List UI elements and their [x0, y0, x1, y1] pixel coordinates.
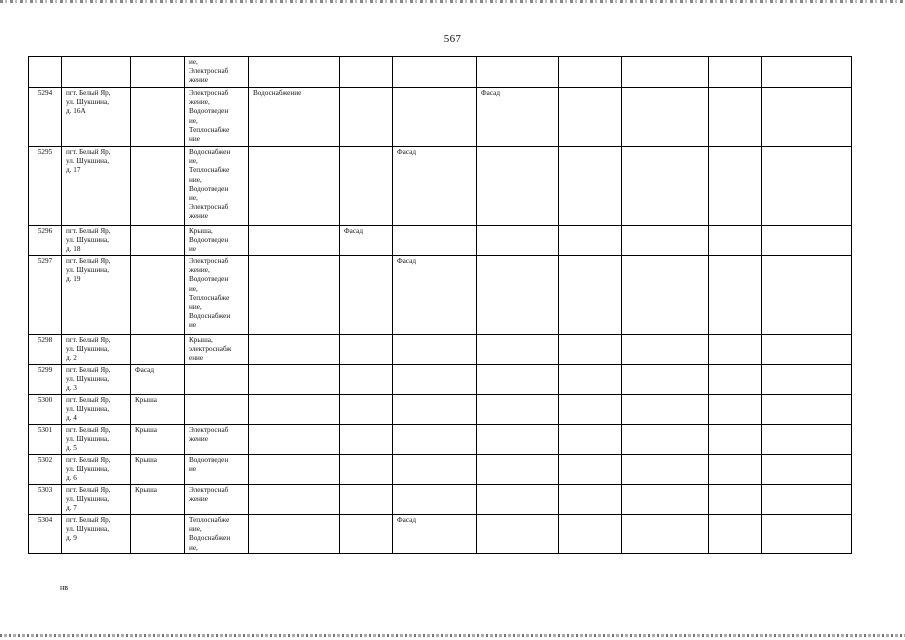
empty-cell-8 — [622, 57, 709, 88]
row-number-cell: 5296 — [29, 226, 62, 256]
address-cell-line: пгт. Белый Яр, — [66, 257, 111, 265]
address-cell-line: д. 16А — [66, 107, 86, 116]
address-cell — [62, 335, 131, 365]
empty-cell-7 — [559, 147, 622, 226]
row-number-cell: 5301 — [29, 425, 62, 455]
work-list-cell-line: Водоснабжен — [189, 312, 231, 321]
work-cell-4 — [340, 395, 393, 425]
work-cell-1 — [131, 88, 185, 147]
work-list-cell-line: Электроснаб — [189, 89, 229, 97]
row-number-cell: 5303 — [29, 485, 62, 515]
row-number-cell: 5295 — [29, 147, 62, 226]
row-number-cell: 5299 — [29, 365, 62, 395]
address-cell-line: пгт. Белый Яр, — [66, 148, 111, 156]
address-cell-line: пгт. Белый Яр, — [66, 366, 111, 374]
empty-cell-8 — [622, 395, 709, 425]
work-list-cell-line: Водоотведен — [189, 184, 229, 193]
empty-cell-7 — [559, 515, 622, 554]
page-number: 567 — [443, 33, 462, 45]
work-list-cell-line: Теплоснабже — [189, 125, 230, 134]
work-cell-1: Крыша — [131, 395, 185, 425]
work-cell-3: Водоснабжение — [249, 88, 340, 147]
table-row — [29, 88, 852, 147]
empty-cell-8 — [622, 226, 709, 256]
address-cell-line: д. 9 — [66, 534, 77, 543]
address-cell-line: д. 3 — [66, 384, 77, 393]
table-row — [29, 365, 852, 395]
work-cell-1 — [131, 147, 185, 226]
work-list-cell-line: электроснабж — [189, 345, 232, 354]
table-row — [29, 147, 852, 226]
work-list-cell-line: ие, — [189, 194, 198, 203]
work-list-cell — [185, 365, 249, 395]
work-list-cell — [185, 335, 249, 365]
address-cell-line: пгт. Белый Яр, — [66, 516, 111, 524]
empty-cell-10 — [762, 335, 852, 365]
address-cell-line: д. 4 — [66, 414, 77, 423]
empty-cell-7 — [559, 256, 622, 335]
address-cell — [62, 88, 131, 147]
work-list-cell-line: Водоснабжен — [189, 148, 231, 156]
empty-cell-9 — [709, 57, 762, 88]
work-list-cell-line: ие, — [189, 543, 198, 552]
address-cell-line: пгт. Белый Яр, — [66, 486, 111, 494]
work-cell-4 — [340, 88, 393, 147]
work-cell-4 — [340, 147, 393, 226]
work-cell-6 — [477, 425, 559, 455]
empty-cell-9 — [709, 147, 762, 226]
empty-cell-7 — [559, 88, 622, 147]
empty-cell-10 — [762, 57, 852, 88]
address-cell-line: пгт. Белый Яр, — [66, 456, 111, 464]
work-list-cell-line: Водоотведен — [189, 236, 229, 245]
work-list-cell — [185, 455, 249, 485]
empty-cell-7 — [559, 57, 622, 88]
empty-cell-7 — [559, 335, 622, 365]
work-list-cell-line: ие, — [189, 157, 198, 166]
work-list-cell — [185, 515, 249, 554]
address-cell-line: ул. Шукшина, — [66, 236, 110, 245]
work-list-cell — [185, 485, 249, 515]
address-cell-line: д. 5 — [66, 444, 77, 453]
address-cell-line: д. 6 — [66, 474, 77, 483]
address-cell — [62, 147, 131, 226]
address-cell-line: д. 2 — [66, 354, 77, 363]
empty-cell-8 — [622, 147, 709, 226]
work-cell-6 — [477, 485, 559, 515]
work-list-cell-line: Теплоснабже — [189, 516, 230, 524]
empty-cell-9 — [709, 515, 762, 554]
scan-edge-bottom — [0, 634, 905, 637]
table-row — [29, 455, 852, 485]
work-list-cell-line: ие — [189, 245, 197, 254]
work-list-cell-line: жение, — [189, 98, 210, 107]
empty-cell-10 — [762, 395, 852, 425]
address-cell-line: д. 17 — [66, 166, 81, 175]
row-number-cell: 5302 — [29, 455, 62, 485]
address-cell-line: ул. Шукшина, — [66, 405, 110, 414]
work-cell-3 — [249, 256, 340, 335]
table-row — [29, 57, 852, 88]
work-cell-5 — [393, 455, 477, 485]
work-cell-6 — [477, 365, 559, 395]
work-list-cell-line: ие, — [189, 284, 198, 293]
empty-cell-10 — [762, 147, 852, 226]
table-row — [29, 226, 852, 256]
empty-cell-8 — [622, 335, 709, 365]
work-list-cell-line: Электроснаб — [189, 257, 229, 265]
work-list-cell-line: Электроснаб — [189, 203, 229, 212]
empty-cell-7 — [559, 455, 622, 485]
work-cell-4 — [340, 335, 393, 365]
work-list-cell-line: ние, — [189, 303, 202, 312]
work-cell-3 — [249, 395, 340, 425]
empty-cell-9 — [709, 365, 762, 395]
work-cell-3 — [249, 335, 340, 365]
row-number-cell: 5297 — [29, 256, 62, 335]
work-cell-4: Фасад — [340, 226, 393, 256]
table-row — [29, 515, 852, 554]
work-list-cell-line: жение — [189, 435, 208, 444]
work-cell-5 — [393, 88, 477, 147]
empty-cell-10 — [762, 226, 852, 256]
work-cell-3 — [249, 425, 340, 455]
address-cell — [62, 455, 131, 485]
empty-cell-10 — [762, 485, 852, 515]
address-cell-line: пгт. Белый Яр, — [66, 396, 111, 404]
address-cell-line: пгт. Белый Яр, — [66, 227, 111, 235]
work-cell-6 — [477, 515, 559, 554]
work-list-cell-line: ие, — [189, 58, 198, 66]
work-list-cell — [185, 88, 249, 147]
address-cell-line: ул. Шукшина, — [66, 435, 110, 444]
empty-cell-9 — [709, 395, 762, 425]
work-cell-5 — [393, 395, 477, 425]
work-cell-3 — [249, 485, 340, 515]
work-list-cell-line: Водоснабжен — [189, 534, 231, 543]
address-cell-line: ул. Шукшина, — [66, 345, 110, 354]
work-cell-4 — [340, 425, 393, 455]
work-cell-6 — [477, 147, 559, 226]
work-cell-6 — [477, 455, 559, 485]
empty-cell-7 — [559, 425, 622, 455]
work-cell-3 — [249, 147, 340, 226]
work-cell-4 — [340, 365, 393, 395]
work-cell-1: Крыша — [131, 485, 185, 515]
work-cell-6 — [477, 256, 559, 335]
capital-repair-table — [28, 56, 852, 554]
work-cell-5: Фасад — [393, 515, 477, 554]
work-cell-3 — [249, 226, 340, 256]
work-cell-4 — [340, 485, 393, 515]
address-cell-line: ул. Шукшина, — [66, 495, 110, 504]
work-list-cell-line: Водоотведен — [189, 107, 229, 116]
work-list-cell-line: ие, — [189, 116, 198, 125]
empty-cell-8 — [622, 365, 709, 395]
address-cell — [62, 57, 131, 88]
empty-cell-8 — [622, 485, 709, 515]
work-list-cell-line: Теплоснабже — [189, 166, 230, 175]
work-list-cell — [185, 226, 249, 256]
work-list-cell-line: ие — [189, 321, 197, 330]
address-cell — [62, 365, 131, 395]
work-list-cell-line: Электроснаб — [189, 67, 229, 76]
work-list-cell-line: Крыша, — [189, 336, 213, 344]
work-list-cell — [185, 147, 249, 226]
work-list-cell-line: Электроснаб — [189, 426, 229, 434]
work-cell-4 — [340, 455, 393, 485]
address-cell-line: ул. Шукшина, — [66, 98, 110, 107]
address-cell — [62, 226, 131, 256]
work-list-cell — [185, 395, 249, 425]
row-number-cell: 5298 — [29, 335, 62, 365]
empty-cell-7 — [559, 365, 622, 395]
work-list-cell-line: Теплоснабже — [189, 293, 230, 302]
address-cell-line: пгт. Белый Яр, — [66, 336, 111, 344]
empty-cell-10 — [762, 425, 852, 455]
work-list-cell-line: ние, — [189, 175, 202, 184]
work-list-cell-line: ние, — [189, 525, 202, 534]
work-cell-1: Крыша — [131, 425, 185, 455]
address-cell-line: ул. Шукшина, — [66, 375, 110, 384]
work-cell-6 — [477, 57, 559, 88]
address-cell-line: ул. Шукшина, — [66, 525, 110, 534]
work-cell-5 — [393, 226, 477, 256]
empty-cell-9 — [709, 226, 762, 256]
work-cell-1 — [131, 226, 185, 256]
work-cell-5 — [393, 335, 477, 365]
empty-cell-10 — [762, 88, 852, 147]
work-cell-5 — [393, 425, 477, 455]
row-number-cell: 5304 — [29, 515, 62, 554]
work-list-cell — [185, 256, 249, 335]
work-cell-6 — [477, 395, 559, 425]
work-cell-1 — [131, 515, 185, 554]
table-row — [29, 425, 852, 455]
table-row — [29, 485, 852, 515]
empty-cell-9 — [709, 88, 762, 147]
address-cell — [62, 395, 131, 425]
work-list-cell — [185, 425, 249, 455]
address-cell-line: ул. Шукшина, — [66, 157, 110, 166]
work-list-cell-line: Водоотведен — [189, 456, 229, 464]
empty-cell-8 — [622, 256, 709, 335]
empty-cell-9 — [709, 455, 762, 485]
empty-cell-7 — [559, 395, 622, 425]
row-number-cell — [29, 57, 62, 88]
work-cell-3 — [249, 515, 340, 554]
address-cell-line: д. 7 — [66, 504, 77, 513]
work-cell-3 — [249, 57, 340, 88]
work-cell-4 — [340, 57, 393, 88]
address-cell-line: пгт. Белый Яр, — [66, 89, 111, 97]
table-row — [29, 256, 852, 335]
work-cell-1: Фасад — [131, 365, 185, 395]
address-cell-line: ул. Шукшина, — [66, 266, 110, 275]
work-cell-5 — [393, 365, 477, 395]
empty-cell-10 — [762, 365, 852, 395]
work-list-cell-line: Крыша, — [189, 227, 213, 235]
empty-cell-7 — [559, 226, 622, 256]
work-cell-6 — [477, 335, 559, 365]
work-cell-6 — [477, 226, 559, 256]
address-cell — [62, 256, 131, 335]
empty-cell-7 — [559, 485, 622, 515]
empty-cell-9 — [709, 425, 762, 455]
work-list-cell-line: жение — [189, 76, 208, 85]
empty-cell-9 — [709, 256, 762, 335]
row-number-cell: 5300 — [29, 395, 62, 425]
work-cell-1 — [131, 256, 185, 335]
empty-cell-8 — [622, 425, 709, 455]
address-cell — [62, 515, 131, 554]
empty-cell-10 — [762, 515, 852, 554]
empty-cell-8 — [622, 515, 709, 554]
work-list-cell-line: Электроснаб — [189, 486, 229, 494]
footer-mark: нв — [60, 583, 69, 592]
table-body — [29, 57, 852, 554]
work-list-cell-line: ние — [189, 135, 200, 144]
work-list-cell-line: Водоотведен — [189, 275, 229, 284]
work-cell-5 — [393, 57, 477, 88]
table-row — [29, 335, 852, 365]
empty-cell-8 — [622, 88, 709, 147]
work-cell-4 — [340, 515, 393, 554]
address-cell-line: д. 18 — [66, 245, 81, 254]
work-cell-6: Фасад — [477, 88, 559, 147]
work-cell-4 — [340, 256, 393, 335]
row-number-cell: 5294 — [29, 88, 62, 147]
work-list-cell-line: жение — [189, 212, 208, 221]
work-cell-1 — [131, 335, 185, 365]
work-cell-5: Фасад — [393, 147, 477, 226]
work-list-cell-line: ение — [189, 354, 204, 363]
scan-edge-top — [0, 0, 905, 3]
empty-cell-8 — [622, 455, 709, 485]
work-cell-3 — [249, 455, 340, 485]
empty-cell-10 — [762, 455, 852, 485]
address-cell-line: ул. Шукшина, — [66, 465, 110, 474]
work-cell-3 — [249, 365, 340, 395]
work-cell-1 — [131, 57, 185, 88]
work-cell-5: Фасад — [393, 256, 477, 335]
address-cell-line: д. 19 — [66, 275, 81, 284]
work-cell-5 — [393, 485, 477, 515]
work-list-cell-line: ие — [189, 465, 197, 474]
empty-cell-9 — [709, 335, 762, 365]
empty-cell-10 — [762, 256, 852, 335]
work-list-cell-line: жение — [189, 495, 208, 504]
address-cell — [62, 485, 131, 515]
empty-cell-9 — [709, 485, 762, 515]
address-cell — [62, 425, 131, 455]
table-row — [29, 395, 852, 425]
work-list-cell-line: жение, — [189, 266, 210, 275]
work-cell-1: Крыша — [131, 455, 185, 485]
address-cell-line: пгт. Белый Яр, — [66, 426, 111, 434]
work-list-cell — [185, 57, 249, 88]
